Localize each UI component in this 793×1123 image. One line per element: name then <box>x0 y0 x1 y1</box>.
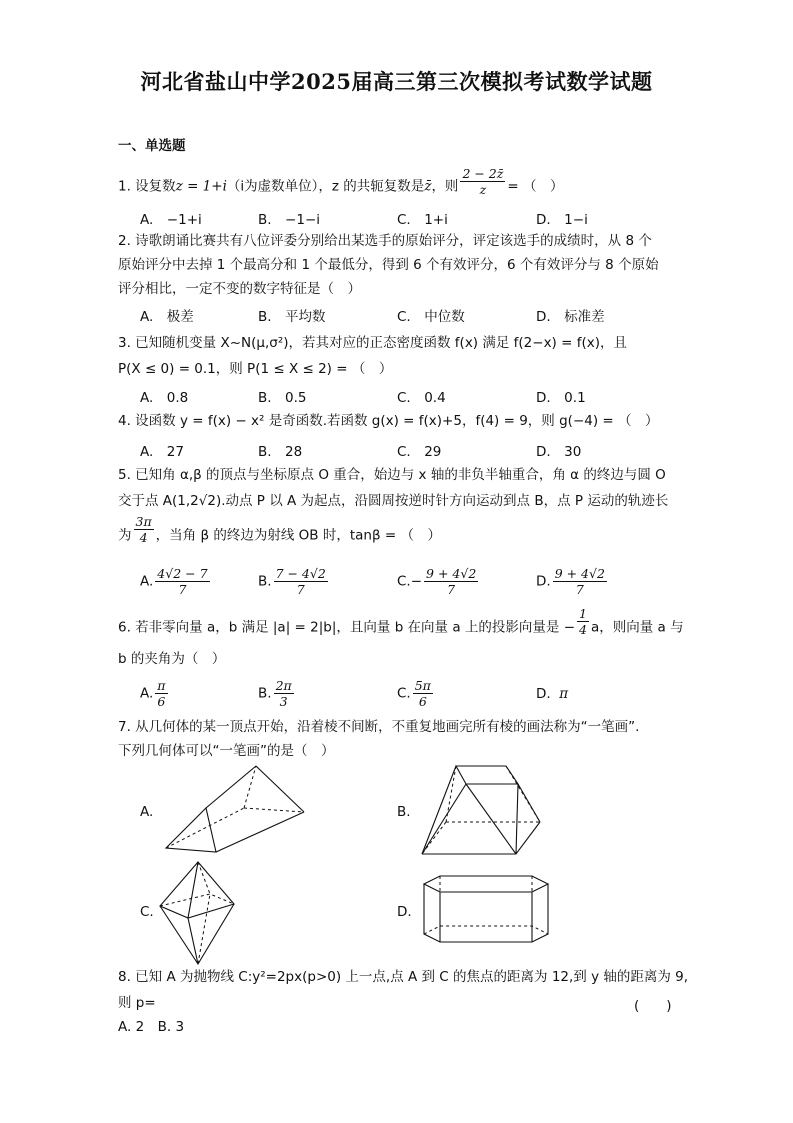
q5-frac-num: 3π <box>135 514 152 529</box>
q6-option-b <box>258 678 296 709</box>
q3-option-c: C. 0.4 <box>397 390 446 406</box>
q2-option-d: D. 标准差 <box>536 309 605 325</box>
q7-label-d: D. <box>397 904 412 920</box>
q5-option-b-num: 7 − 4√2 <box>275 566 326 581</box>
q5-option-a-label: A. <box>140 573 154 590</box>
q7-line-2: 下列几何体可以“一笔画”的是（ ） <box>118 743 335 759</box>
q6-frac-den: 4 <box>579 622 587 637</box>
q5-option-c-num: 9 + 4√2 <box>426 566 477 581</box>
q1-option-d: D. 1−i <box>536 212 588 228</box>
q5-option-a-den: 7 <box>178 582 187 597</box>
q2-option-a: A. 极差 <box>140 309 194 325</box>
q1-expr: z = 1+i <box>175 178 227 195</box>
q3-option-d: D. 0.1 <box>536 390 586 406</box>
q6-option-c-den: 6 <box>418 694 427 709</box>
q8-line-2: 则 p= <box>118 995 156 1011</box>
q6-option-b-num: 2π <box>275 678 292 693</box>
page-title: 河北省盐山中学2025届高三第三次模拟考试数学试题 <box>140 69 653 94</box>
q4-option-d: D. 30 <box>536 444 582 460</box>
q1-option-b: B. −1−i <box>258 212 321 228</box>
figure-frustum <box>420 762 545 860</box>
q5-option-b <box>258 566 330 597</box>
q7-label-a: A. <box>140 804 154 820</box>
q1-stem <box>118 166 564 197</box>
q1-frac-num: 2 − 2z̄ <box>462 166 504 181</box>
q3-option-b: B. 0.5 <box>258 390 307 406</box>
q6-frac-num: 1 <box>579 606 587 621</box>
q5-option-d <box>536 566 609 597</box>
q6-option-b-den: 3 <box>279 694 288 709</box>
figure-octahedron <box>158 858 242 968</box>
q1-option-a: A. −1+i <box>140 212 202 228</box>
q5-option-d-label: D. <box>536 573 551 590</box>
q6-option-d-label: D. <box>536 686 551 702</box>
q2-line-1: 2. 诗歌朗诵比赛共有八位评委分别给出某选手的原始评分，评定该选手的成绩时，从 8 个 <box>118 233 652 249</box>
q5-line-3b: ，当角 β 的终边为射线 OB 时，tanβ = （ ） <box>155 527 441 544</box>
q7-label-b: B. <box>397 804 411 820</box>
q6-option-c <box>397 678 435 709</box>
q5-option-c-den: 7 <box>447 582 456 597</box>
q5-frac-den: 4 <box>139 530 148 545</box>
q5-option-b-label: B. <box>258 573 272 590</box>
q6-option-b-label: B. <box>258 685 272 702</box>
q1-option-c: C. 1+i <box>397 212 448 228</box>
q1-text-e: = （ ） <box>507 178 564 195</box>
q8-options: A. 2 B. 3 <box>118 1019 185 1035</box>
q8-line-1: 8. 已知 A 为抛物线 C:y²=2px(p>0) 上一点,点 A 到 C 的焦点的距离为 12,到 y 轴的距离为 9, <box>118 969 689 985</box>
q1-text-a: 1. 设复数 <box>118 178 176 195</box>
q3-line-1: 3. 已知随机变量 X~N(μ,σ²)，若其对应的正态密度函数 f(x) 满足 f(2−x) = f(x)，且 <box>118 335 627 351</box>
q5-line-2: 交于点 A(1,2√2).动点 P 以 A 为起点，沿圆周按逆时针方向运动到点 B，点 P 运动的轨迹长 <box>118 493 669 509</box>
q6-option-a-den: 6 <box>157 694 166 709</box>
q1-text-b: （i为虚数单位）， <box>226 178 332 195</box>
q7-line-1: 7. 从几何体的某一顶点开始，沿着棱不间断，不重复地画完所有棱的画法称为“一笔画”. <box>118 719 640 735</box>
q5-option-b-den: 7 <box>296 582 305 597</box>
q1-zbar: z̄ <box>424 178 432 195</box>
q5-option-c-sign: − <box>410 573 423 590</box>
q5-option-d-den: 7 <box>575 582 584 597</box>
q6-line-1 <box>118 606 684 637</box>
q6-option-d-value: π <box>559 686 569 702</box>
figure-triangular-prism <box>160 762 310 858</box>
q6-line-1b: a，则向量 a 与 <box>590 619 684 636</box>
q4-option-b: B. 28 <box>258 444 303 460</box>
q4-option-a: A. 27 <box>140 444 184 460</box>
q5-option-a-num: 4√2 − 7 <box>157 566 208 581</box>
q5-line-3a: 为 <box>118 527 132 544</box>
q5-option-d-num: 9 + 4√2 <box>554 566 605 581</box>
q6-option-c-num: 5π <box>414 678 431 693</box>
q2-line-2: 原始评分中去掉 1 个最高分和 1 个最低分，得到 6 个有效评分，6 个有效评分与 8 个原始 <box>118 257 659 273</box>
q6-option-c-label: C. <box>397 685 411 702</box>
q5-option-c-label: C. <box>397 573 411 590</box>
q4-option-c: C. 29 <box>397 444 442 460</box>
q5-option-c <box>397 566 480 597</box>
q5-line-1: 5. 已知角 α,β 的顶点与坐标原点 O 重合，始边与 x 轴的非负半轴重合，角 α 的终边与圆 O <box>118 467 666 483</box>
q2-option-b: B. 平均数 <box>258 309 326 325</box>
q1-frac-den: z <box>479 182 487 197</box>
q6-option-d <box>536 686 568 702</box>
q5-option-a <box>140 566 212 597</box>
q1-text-d: ，则 <box>431 178 459 195</box>
q6-option-a-num: π <box>157 678 166 693</box>
q3-line-2: P(X ≤ 0) = 0.1，则 P(1 ≤ X ≤ 2) = （ ） <box>118 361 393 377</box>
q4-line-1: 4. 设函数 y = f(x) − x² 是奇函数.若函数 g(x) = f(x)+5，f(4) = 9，则 g(−4) = （ ） <box>118 413 659 429</box>
q2-option-c: C. 中位数 <box>397 309 465 325</box>
q1-text-c: z 的共轭复数是 <box>331 178 425 195</box>
q7-label-c: C. <box>140 904 154 920</box>
q6-option-a <box>140 678 170 709</box>
q3-option-a: A. 0.8 <box>140 390 189 406</box>
q6-line-1a: 6. 若非零向量 a，b 满足 |a| = 2|b|，且向量 b 在向量 a 上的投影向量是 − <box>118 619 576 636</box>
q6-line-2: b 的夹角为（ ） <box>118 651 226 667</box>
q6-option-a-label: A. <box>140 685 154 702</box>
figure-hexagonal-prism <box>420 872 552 948</box>
q8-answer-paren: ( ) <box>634 998 672 1014</box>
section-heading: 一、单选题 <box>118 138 186 154</box>
q2-line-3: 评分相比，一定不变的数字特征是（ ） <box>118 281 361 297</box>
